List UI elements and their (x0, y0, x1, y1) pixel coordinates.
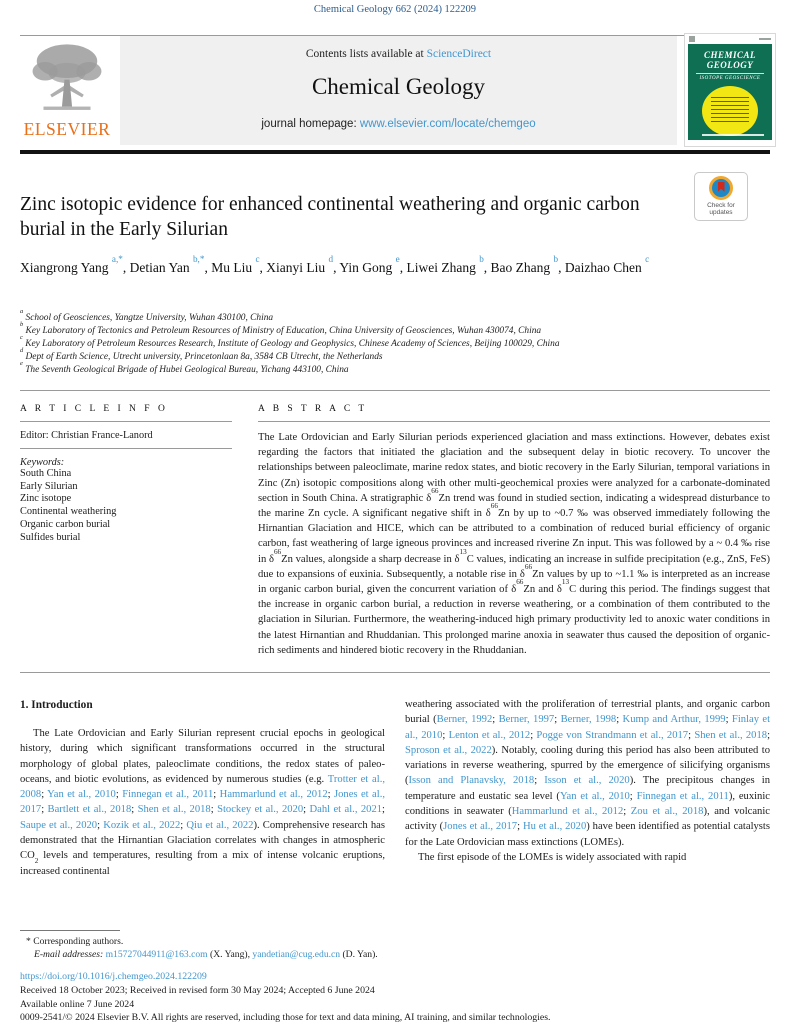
intro-paragraph-1-continued: weathering associated with the proliferation of terrestrial plants, and organic carbon burial (Berner, 1992; Berner, 1997; Berner, 1998; Kump and Arthur, 1999; Finlay et al., 2010; Lenton et al., 2012; Pogge von Strandmann et al., 2017; Shen et al., 2018; Sproson et al., 2022). Notably, cooling during this period has also been attributed to variations in reverse weathering, spurred by the emergence of silicifying organisms (Isson and Planavsky, 2018; Isson et al., 2020). The precipitous changes in temperature and eustatic sea level (Yan et al., 2010; Finnegan et al., 2011), euxinic conditions in seawater (Hammarlund et al., 2012; Zou et al., 2018), and volcanic activity (Jones et al., 2017; Hu et al., 2020) have been identified as potential catalysts for the Late Ordovician mass extinctions (LOMEs). (405, 699, 771, 848)
cover-dash-mark (759, 38, 771, 40)
homepage-line (120, 118, 677, 130)
inline-link[interactable]: Hu et al., 2020 (522, 821, 587, 833)
abstract-column (258, 404, 770, 658)
journal-homepage-link[interactable]: www.elsevier.com/locate/chemgeo (359, 118, 536, 130)
cover-oval-text-lines (711, 97, 749, 125)
inline-link[interactable]: Qiu et al., 2022 (186, 819, 254, 831)
journal-header-box (120, 36, 677, 145)
intro-paragraph-2: The first episode of the LOMEs is widely associated with rapid (418, 851, 687, 863)
inline-link[interactable]: Isson and Planavsky, 2018 (408, 775, 535, 787)
inline-link[interactable]: b,* (192, 254, 205, 265)
inline-link[interactable]: Sproson et al., 2022 (405, 744, 492, 756)
check-for-updates-label: Check for updates (707, 202, 735, 216)
affiliation-row: $^a$ School of Geosciences, Yangtze University, Wuhan 430100, China (20, 308, 274, 323)
inline-link[interactable]: Shen et al., 2018 (137, 804, 211, 816)
journal-name: Chemical Geology (311, 74, 486, 99)
received-dates-line: Received 18 October 2023; Received in revised form 30 May 2024; Accepted 6 June 2024 (20, 985, 375, 996)
contents-line (120, 48, 677, 60)
keywords-label: Keywords: (20, 457, 65, 468)
homepage-prefix: journal homepage: (261, 118, 360, 130)
page-title: Zinc isotopic evidence for enhanced continental weathering and organic carbon burial in the Early Silurian (20, 194, 640, 240)
available-online-line: Available online 7 June 2024 (20, 998, 135, 1010)
cover-footer-line (702, 134, 764, 136)
copyright-line: 0009-2541/© 2024 Elsevier B.V. All rights are reserved, including those for text and data mining, AI training, and similar technologies. (20, 1012, 551, 1023)
affiliation-row: $^d$ Dept of Earth Science, Utrecht university, Princetonlaan 8a, 3584 CB Utrecht, the Netherlands (20, 347, 383, 362)
affiliations-block (20, 308, 770, 377)
inline-link[interactable]: Saupe et al., 2020 (20, 819, 98, 831)
keyword-item: Sulfides burial (20, 531, 81, 543)
article-info-rule (20, 421, 232, 422)
cover-publisher-mark (689, 36, 695, 42)
inline-link[interactable]: Shen et al., 2018 (694, 729, 768, 741)
inline-link[interactable]: yandetian@cug.edu.cn (252, 949, 341, 960)
inline-link[interactable]: Finnegan et al., 2011 (122, 789, 214, 801)
inline-link[interactable]: Finnegan et al., 2011 (636, 790, 729, 802)
cover-top-strip (685, 34, 775, 44)
authors-line: Xiangrong Yang $^{a,*}$, Detian Yan $^{b,*}$, Mu Liu $^c$, Xianyi Liu $^d$, Yin Gong $^e$, Liwei Zhang $^b$, Bao Zhang $^b$, Daizhao Chen $^c$ (20, 254, 650, 275)
inline-link[interactable]: Trotter et al., 2008 (20, 773, 385, 801)
inline-link[interactable]: c (645, 254, 650, 265)
article-info-column (20, 404, 232, 544)
editor-line: Editor: Christian France-Lanord (20, 430, 153, 441)
inline-link[interactable]: b (553, 254, 559, 265)
contents-prefix: Contents lists available at (305, 48, 427, 60)
inline-link[interactable]: Kozik et al., 2022 (103, 819, 181, 831)
keyword-item: Zinc isotope (20, 493, 72, 505)
affiliation-row: $^e$ The Seventh Geological Brigade of Hubei Geological Bureau, Yichang 443100, China (20, 360, 349, 375)
article-info-rule-2 (20, 448, 232, 449)
abstract-rule (258, 421, 770, 422)
intro-paragraph-1: The Late Ordovician and Early Silurian represent crucial epochs in geological history, during which significant transformations occurred in the structural morphology of global plates, paleoclimate conditions, the redox states of paleo-oceans, and biotic evolutions, as evidenced by numerous studies (e.g. Trotter et al., 2008; Yan et al., 2010; Finnegan et al., 2011; Hammarlund et al., 2012; Jones et al., 2017; Bartlett et al., 2018; Shen et al., 2018; Stockey et al., 2020; Dahl et al., 2021; Saupe et al., 2020; Kozik et al., 2022; Qiu et al., 2022). Comprehensive research has demonstrated that the Hirnantian Glaciation correlates with changes in atmospheric $CO_2$ levels and temperatures, resulting from a mix of intense volcanic eruptions, increased continental (20, 728, 385, 877)
inline-link[interactable]: Jones et al., 2017 (443, 821, 518, 833)
cover-oval-graphic (702, 86, 758, 136)
sciencedirect-link[interactable]: ScienceDirect (426, 48, 492, 60)
intro-left-column (20, 726, 385, 879)
inline-link[interactable]: Pogge von Strandmann et al., 2017 (536, 729, 689, 741)
keyword-item: Continental weathering (20, 506, 117, 518)
elsevier-wordmark: ELSEVIER (23, 119, 111, 139)
keyword-item: South China (20, 468, 72, 479)
section-heading-introduction: 1. Introduction (20, 699, 93, 711)
inline-link[interactable]: b (479, 254, 484, 265)
inline-link[interactable]: Lenton et al., 2012 (448, 729, 531, 741)
inline-link[interactable]: Zou et al., 2018 (630, 806, 704, 818)
affiliation-row: $^b$ Key Laboratory of Tectonics and Petroleum Resources of Ministry of Education, China University of Geosciences, Wuhan 430074, China (20, 321, 542, 336)
inline-link[interactable]: e (395, 254, 400, 265)
footnote-rule (20, 930, 120, 931)
inline-link[interactable]: Finlay et al., 2010 (405, 714, 771, 741)
inline-link[interactable]: Berner, 1998 (560, 714, 617, 726)
inline-link[interactable]: Berner, 1997 (498, 714, 555, 726)
inline-link[interactable]: Dahl et al., 2021 (309, 804, 383, 816)
cover-title: CHEMICAL GEOLOGY (703, 50, 756, 70)
journal-reference[interactable]: Chemical Geology 662 (2024) 122209 (313, 4, 477, 15)
inline-link[interactable]: Berner, 1992 (436, 714, 493, 726)
abstract-text: The Late Ordovician and Early Silurian periods experienced glaciation and mass extinctions. However, debates exist regarding the factors that initiated the glaciation and the subsequent delay in biotic recovery. To uncover the relationships between paleoclimate, marine redox states, and biotic recovery in the Early Silurian, temporal variations in Zinc (Zn) isotopic compositions along with other multi-geochemical proxies were analyzed for a carbonate-dominated section in South China. A stratigraphic $\delta^{66}Zn$ trend was found in studied section, indicating a widespread disturbance to the marine Zn cycle. A significant negative shift in $\delta^{66}Zn$ by up to ~0.7 ‰ was observed immediately following the Hirnantian Glaciation and HICE, which can be attributed to a combination of reduced burial efficiency of organic carbon, fast weathering of large igneous provinces and increased riverine Zn input. This was followed by a ~ 0.4 ‰ rise in $\delta^{66}Zn$ values, alongside a sharp decrease in $\delta^{13}C$ values, indicating an increase in sulfide precipitation (e.g., ZnS, FeS) due to expansions of euxinia. Subsequently, a notable rise in $\delta^{66}Zn$ values by up to ~1.1 ‰ is interpreted as an increase in organic carbon burial, given the concurrent variation of $\delta^{66}Zn$ and $\delta^{13}C$ during this period. The findings suggest that the increase in organic carbon burial, a reduction in reverse weathering, or a combination of them contributed to the glaciation in Silurian. Furthermore, the weathering-induced high primary productivity led to anoxic water conditions in the latest Hirnantian and Rhuddanian. This prolonged marine anoxia in seawater thus caused the deposition of organic-rich sediments and hindered biotic recovery in the Rhuddanian. (258, 432, 771, 656)
abstract-bottom-rule (20, 672, 770, 673)
email-addresses-note: E-mail addresses: m15727044911@163.com (X. Yang), yandetian@cug.edu.cn (D. Yan). (34, 949, 378, 960)
corresponding-authors-note: * Corresponding authors. (26, 936, 124, 947)
inline-link[interactable]: Bartlett et al., 2018 (47, 804, 132, 816)
inline-link[interactable]: Stockey et al., 2020 (217, 804, 304, 816)
check-for-updates-badge[interactable] (694, 172, 748, 221)
inline-link[interactable]: Hammarlund et al., 2012 (511, 806, 624, 818)
keyword-item: Organic carbon burial (20, 518, 111, 530)
abstract-heading: A B S T R A C T (258, 404, 368, 414)
inline-link[interactable]: d (328, 254, 334, 265)
elsevier-logo[interactable] (16, 38, 118, 146)
inline-link[interactable]: Jones et al., 2017 (20, 789, 385, 816)
inline-link[interactable]: Kump and Arthur, 1999 (622, 714, 726, 726)
check-for-updates-icon (709, 176, 733, 200)
inline-link[interactable]: Yan et al., 2010 (559, 790, 630, 802)
cover-front (688, 44, 772, 140)
inline-link[interactable]: c (255, 254, 260, 265)
journal-cover-thumbnail[interactable] (684, 33, 776, 147)
inline-link[interactable]: Hammarlund et al., 2012 (219, 789, 328, 801)
header-divider-bar (20, 150, 770, 154)
inline-link[interactable]: m15727044911@163.com (105, 949, 208, 960)
article-info-top-rule (20, 390, 770, 391)
keyword-item: Early Silurian (20, 480, 78, 492)
article-info-heading: A R T I C L E I N F O (20, 404, 168, 414)
cover-subtitle: ISOTOPE GEOSCIENCE (696, 73, 764, 81)
elsevier-tree-icon (25, 38, 109, 118)
inline-link[interactable]: Isson et al., 2020 (544, 775, 630, 787)
inline-link[interactable]: a,* (111, 254, 123, 265)
intro-right-column (405, 697, 770, 865)
affiliation-row: $^c$ Key Laboratory of Petroleum Resources Research, Institute of Geology and Geophysics, Chinese Academy of Sciences, Beijing 100029, China (20, 334, 560, 349)
doi-link[interactable]: https://doi.org/10.1016/j.chemgeo.2024.122209 (20, 971, 207, 982)
inline-link[interactable]: Yan et al., 2010 (47, 789, 116, 801)
bookmark-icon (718, 182, 725, 192)
